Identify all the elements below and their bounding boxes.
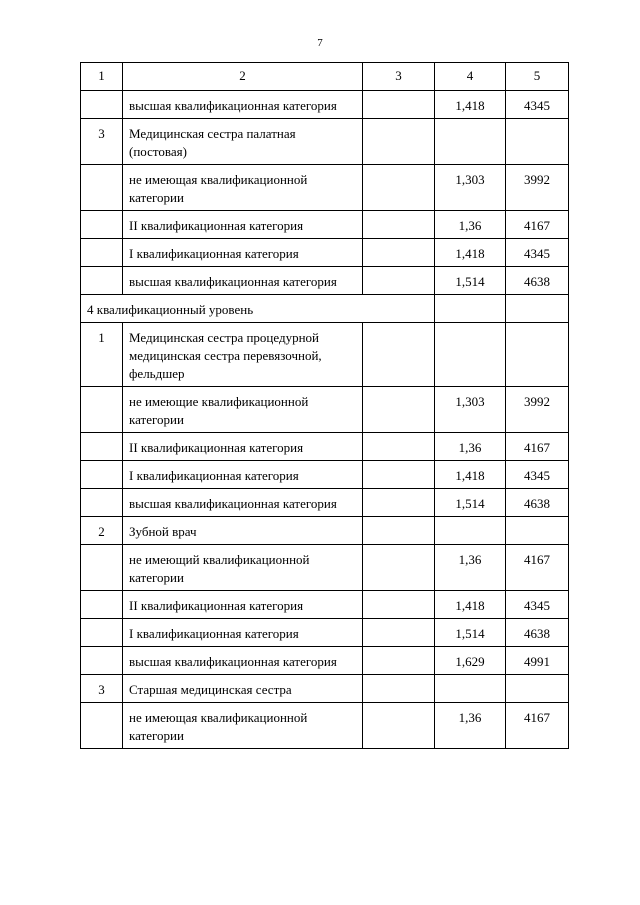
row-number-cell: 1: [81, 323, 123, 387]
table-header-row: [81, 63, 569, 91]
salary-cell: 4345: [506, 591, 569, 619]
table-row: [81, 461, 569, 489]
row-number-cell: [81, 703, 123, 749]
empty-cell: [363, 703, 435, 749]
salary-coefficient-table: [80, 62, 569, 749]
page-number: 7: [317, 37, 323, 49]
empty-cell: [363, 323, 435, 387]
table-row: [81, 591, 569, 619]
salary-cell: 4345: [506, 239, 569, 267]
position-category-cell: II квалификационная категория: [123, 591, 363, 619]
salary-cell: 4345: [506, 461, 569, 489]
empty-cell: [363, 489, 435, 517]
position-category-cell: высшая квалификационная категория: [123, 647, 363, 675]
position-category-cell: I квалификационная категория: [123, 239, 363, 267]
table-row: [81, 165, 569, 211]
table-row: [81, 517, 569, 545]
row-number-cell: [81, 239, 123, 267]
empty-cell: [363, 387, 435, 433]
coefficient-cell: 1,418: [435, 239, 506, 267]
table-row: [81, 239, 569, 267]
coefficient-cell: [435, 119, 506, 165]
row-number-cell: [81, 591, 123, 619]
position-category-cell: Зубной врач: [123, 517, 363, 545]
position-category-cell: Медицинская сестра палатная (постовая): [123, 119, 363, 165]
coefficient-cell: 1,36: [435, 545, 506, 591]
empty-cell: [363, 675, 435, 703]
row-number-cell: [81, 647, 123, 675]
table-row: [81, 119, 569, 165]
table-row: [81, 647, 569, 675]
header-cell-4: 4: [435, 63, 506, 91]
table-row: [81, 323, 569, 387]
coefficient-cell: 1,418: [435, 461, 506, 489]
empty-cell: [363, 433, 435, 461]
coefficient-cell: 1,36: [435, 211, 506, 239]
coefficient-cell: [435, 295, 506, 323]
empty-cell: [363, 517, 435, 545]
table-row: [81, 91, 569, 119]
empty-cell: [363, 461, 435, 489]
row-number-cell: 3: [81, 119, 123, 165]
coefficient-cell: 1,303: [435, 165, 506, 211]
table-row: [81, 211, 569, 239]
qualification-level-row: [81, 295, 569, 323]
coefficient-cell: [435, 323, 506, 387]
header-cell-2: 2: [123, 63, 363, 91]
row-number-cell: [81, 461, 123, 489]
position-category-cell: I квалификационная категория: [123, 461, 363, 489]
row-number-cell: [81, 91, 123, 119]
row-number-cell: [81, 619, 123, 647]
row-number-cell: [81, 165, 123, 211]
empty-cell: [363, 165, 435, 211]
row-number-cell: [81, 489, 123, 517]
empty-cell: [363, 267, 435, 295]
row-number-cell: 3: [81, 675, 123, 703]
salary-cell: 3992: [506, 387, 569, 433]
coefficient-cell: 1,629: [435, 647, 506, 675]
coefficient-cell: 1,36: [435, 433, 506, 461]
position-category-cell: высшая квалификационная категория: [123, 267, 363, 295]
position-category-cell: Старшая медицинская сестра: [123, 675, 363, 703]
salary-cell: 4638: [506, 267, 569, 295]
salary-cell: [506, 675, 569, 703]
position-category-cell: высшая квалификационная категория: [123, 91, 363, 119]
row-number-cell: [81, 433, 123, 461]
position-category-cell: не имеющий квалификационной категории: [123, 545, 363, 591]
empty-cell: [363, 211, 435, 239]
empty-cell: [363, 545, 435, 591]
row-number-cell: [81, 211, 123, 239]
position-category-cell: II квалификационная категория: [123, 211, 363, 239]
empty-cell: [363, 591, 435, 619]
position-category-cell: высшая квалификационная категория: [123, 489, 363, 517]
table-row: [81, 619, 569, 647]
salary-cell: [506, 295, 569, 323]
table-row: [81, 545, 569, 591]
position-category-cell: Медицинская сестра процедурной медицинская сестра перевязочной, фельдшер: [123, 323, 363, 387]
row-number-cell: 2: [81, 517, 123, 545]
salary-cell: 4991: [506, 647, 569, 675]
coefficient-cell: [435, 517, 506, 545]
row-number-cell: [81, 387, 123, 433]
header-cell-1: 1: [81, 63, 123, 91]
salary-cell: 4167: [506, 545, 569, 591]
row-number-cell: [81, 545, 123, 591]
salary-cell: 4638: [506, 619, 569, 647]
position-category-cell: не имеющие квалификационной категории: [123, 387, 363, 433]
coefficient-cell: 1,418: [435, 591, 506, 619]
salary-cell: 4638: [506, 489, 569, 517]
empty-cell: [363, 619, 435, 647]
empty-cell: [363, 647, 435, 675]
position-category-cell: I квалификационная категория: [123, 619, 363, 647]
empty-cell: [363, 91, 435, 119]
position-category-cell: II квалификационная категория: [123, 433, 363, 461]
salary-cell: [506, 323, 569, 387]
coefficient-cell: 1,514: [435, 619, 506, 647]
coefficient-cell: 1,303: [435, 387, 506, 433]
salary-cell: [506, 517, 569, 545]
coefficient-cell: 1,418: [435, 91, 506, 119]
header-cell-5: 5: [506, 63, 569, 91]
table-row: [81, 675, 569, 703]
row-number-cell: [81, 267, 123, 295]
table-row: [81, 703, 569, 749]
table-row: [81, 387, 569, 433]
salary-cell: 4167: [506, 211, 569, 239]
coefficient-cell: 1,514: [435, 267, 506, 295]
table-body: [81, 63, 569, 749]
empty-cell: [363, 119, 435, 165]
salary-cell: 4167: [506, 433, 569, 461]
empty-cell: [363, 239, 435, 267]
position-category-cell: не имеющая квалификационной категории: [123, 703, 363, 749]
table-row: [81, 433, 569, 461]
position-category-cell: не имеющая квалификационной категории: [123, 165, 363, 211]
coefficient-cell: 1,36: [435, 703, 506, 749]
salary-cell: [506, 119, 569, 165]
table-row: [81, 489, 569, 517]
table-row: [81, 267, 569, 295]
coefficient-cell: [435, 675, 506, 703]
salary-cell: 3992: [506, 165, 569, 211]
salary-cell: 4167: [506, 703, 569, 749]
salary-cell: 4345: [506, 91, 569, 119]
coefficient-cell: 1,514: [435, 489, 506, 517]
header-cell-3: 3: [363, 63, 435, 91]
qualification-level-label: 4 квалификационный уровень: [81, 295, 435, 323]
